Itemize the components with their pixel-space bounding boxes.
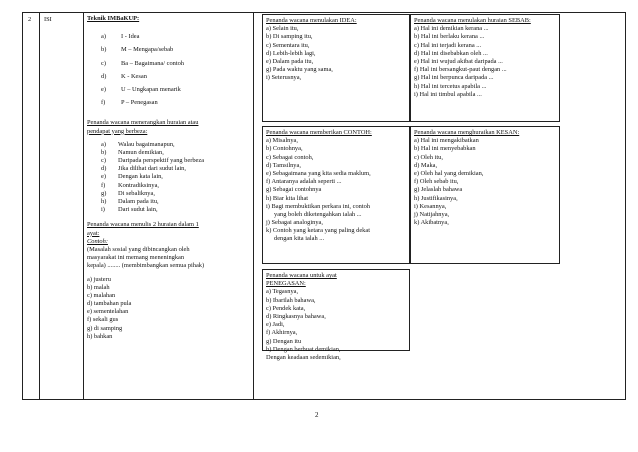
list-item: k) Akibatnya, (414, 219, 449, 227)
list-letter: d) (101, 165, 107, 173)
section-heading: ayat: (87, 229, 100, 237)
list-text: P – Penegasan (121, 99, 158, 107)
list-item: h) Hal ini tercetus apabila ... (414, 82, 487, 90)
contoh-line: (Masalah sosial yang dibincangkan oleh (87, 245, 190, 253)
penegasan-box (262, 269, 410, 361)
list-item (101, 206, 253, 214)
list-letter: e) (101, 173, 106, 181)
list-item: a) Tegasnya, (266, 288, 299, 296)
list-item (101, 33, 253, 46)
column-divider (83, 13, 84, 399)
list-item: d) Lebih-lebih lagi, (266, 49, 316, 57)
list-text: Dalam pada itu, (118, 198, 159, 205)
list-item: i) Kesannya, (414, 202, 447, 210)
list-item: g) di samping (87, 324, 123, 332)
menulis-section (87, 221, 253, 341)
idea-box (262, 14, 410, 122)
column-divider (253, 13, 254, 399)
list-item (101, 46, 253, 59)
list-item: b) Hal ini menyebabkan (414, 145, 476, 153)
list-letter: f) (101, 99, 106, 107)
list-letter: i) (101, 206, 105, 214)
list-text: Di sebaliknya, (118, 189, 155, 197)
list-item: a) Hal ini mengakibatkan (414, 137, 479, 145)
teknik-heading: Teknik IMBaKUP: (87, 15, 140, 22)
box-title: Penanda wacana menghuraikan KESAN: (414, 129, 520, 136)
list-item: j) Sebagai analoginya, (266, 219, 323, 227)
list-text: Dari sudut lain, (118, 206, 158, 214)
box-title: Penanda wacana memberikan CONTOH: (266, 129, 372, 136)
list-item: e) Hal ini wujud akibat daripada ... (414, 57, 503, 65)
list-item (101, 149, 253, 157)
list-item-continuation: yang boleh diketengahkan ialah ... (274, 210, 362, 218)
list-item: k) Contoh yang ketara yang paling dekat (266, 227, 370, 235)
list-item: d) tambahan pula (87, 300, 132, 308)
list-item: i) Hal ini timbul apabila ... (414, 90, 482, 98)
list-letter: f) (101, 181, 106, 189)
box-title: Penanda wacana menulakan IDEA: (266, 17, 357, 24)
list-item: f) Akhirnya, (266, 329, 298, 337)
list-item: g) Hal ini berpunca daripada ... (414, 74, 494, 82)
list-item: e) Jadi, (266, 321, 285, 329)
list-letter: a) (101, 33, 106, 41)
list-letter: a) (101, 140, 106, 148)
list-letter: c) (101, 59, 106, 67)
list-item (101, 173, 253, 181)
list-item: d) Tamsilnya, (266, 161, 301, 169)
page-number: 2 (315, 411, 319, 419)
contoh-label: Contoh: (87, 237, 108, 245)
berbeza-section (87, 119, 253, 214)
list-item: b) Ibarilah bahawa, (266, 296, 316, 304)
list-letter: g) (101, 189, 107, 197)
list-text: I - Idea (121, 33, 140, 41)
list-item (101, 157, 253, 165)
list-item: f) sekali gus (87, 316, 119, 324)
list-item: a) Misalnya, (266, 137, 298, 145)
list-item: g) Pada waktu yang sama, (266, 66, 333, 74)
list-item (101, 198, 253, 206)
list-item: c) Sementara itu, (266, 41, 310, 49)
list-text: K - Kesan (121, 72, 147, 80)
list-item: b) Hal ini berlaku kerana ... (414, 33, 485, 41)
list-text: Jika dilihat dari sudut lain, (118, 165, 186, 173)
list-item: e) Oleh hal yang demikian, (414, 169, 484, 177)
list-item: g) Jelaslah bahawa (414, 186, 463, 194)
list-item: j) Natijahnya, (414, 210, 450, 218)
list-text: Dengan kata lain, (118, 173, 163, 181)
contoh-line: masyarakat ini memang meneningkan (87, 254, 185, 262)
list-item: a) Hal ini demikian kerana ... (414, 25, 489, 33)
contoh-line: kepala) ........ (membimbangkan semua pihak) (87, 262, 205, 270)
list-item (101, 99, 253, 112)
list-item: a) Selain itu, (266, 25, 299, 33)
row-label: ISI (44, 16, 52, 23)
list-item (101, 141, 253, 149)
box-title: PENEGASAN: (266, 280, 306, 288)
list-item: f) Antaranya adalah seperti ... (266, 178, 342, 186)
list-letter: b) (101, 148, 107, 156)
list-letter: c) (101, 157, 106, 165)
list-item: a) justeru (87, 275, 111, 283)
list-text: Namun demikian, (118, 148, 164, 156)
box-title: Penanda wacana untuk ayat (266, 272, 337, 279)
list-item (101, 165, 253, 173)
list-item: i) Seterusnya, (266, 74, 302, 82)
list-item (101, 190, 253, 198)
list-item: d) Maka, (414, 161, 438, 169)
list-item: c) malahan (87, 291, 116, 299)
list-item: b) Contohnya, (266, 145, 303, 153)
list-item: h) Justifikasinya, (414, 194, 458, 202)
list-text: Walau bagaimanapun, (118, 140, 175, 148)
list-text: M – Mengapa/sebab (121, 46, 174, 54)
sebab-box (410, 14, 560, 122)
list-item: d) Hal ini disebabkan oleh ... (414, 49, 488, 57)
list-item: b) malah (87, 283, 110, 291)
list-item: e) Sebagaimana yang kita sedia maklum, (266, 169, 371, 177)
section-heading: Penanda wacana menulis 2 huraian dalam 1 (87, 221, 199, 229)
section-heading: pendapat yang berbeza: (87, 127, 148, 135)
list-letter: h) (101, 198, 107, 205)
berbeza-list (101, 141, 253, 215)
list-item: g) Dengan itu (266, 337, 302, 345)
list-text: Ba – Bagaimana/ contoh (121, 59, 185, 67)
list-item: Dengan keadaan sedemikian, (266, 353, 341, 361)
list-item: g) Sebagai contohnya (266, 186, 322, 194)
list-item-continuation: dengan kita ialah ... (274, 235, 325, 243)
teknik-list (101, 33, 253, 112)
list-item: b) Di samping itu, (266, 33, 313, 41)
list-text: Kontradiksinya, (118, 181, 159, 189)
list-item: f) Hal ini bersangkut-paut dengan ... (414, 66, 507, 74)
list-text: Daripada perspektif yang berbeza (118, 157, 205, 165)
list-item (101, 60, 253, 73)
list-item: c) Oleh itu, (414, 153, 443, 161)
teknik-column (87, 15, 253, 341)
list-item: f) Oleh sebab itu, (414, 178, 459, 186)
list-item: e) sementelahan (87, 308, 129, 316)
list-item: c) Hal ini terjadi kerana ... (414, 41, 482, 49)
contoh-box (262, 126, 410, 264)
list-item (101, 73, 253, 86)
section-heading: Penanda wacana menerangkan huraian atau (87, 119, 199, 127)
column-divider (39, 13, 40, 399)
list-item (101, 182, 253, 190)
list-item: h) Biar kita lihat (266, 194, 309, 202)
list-item: h) Dengan berbuat demikian, (266, 345, 341, 353)
kesan-box (410, 126, 560, 264)
row-number: 2 (28, 16, 32, 23)
list-text: U – Ungkapan menarik (121, 85, 181, 93)
box-title: Penanda wacana menulakan huraian SEBAB: (414, 17, 531, 24)
list-letter: e) (101, 85, 106, 93)
list-item: c) Sebagai contoh, (266, 153, 314, 161)
list-letter: d) (101, 72, 107, 80)
penghubung-list (87, 276, 253, 342)
list-item (101, 86, 253, 99)
list-item: h) bahkan (87, 332, 113, 340)
list-item: i) Bagi membuktikan perkara ini, contoh (266, 202, 370, 210)
list-letter: b) (101, 46, 107, 54)
list-item: e) Dalam pada itu, (266, 57, 314, 65)
list-item: c) Pendek kata, (266, 304, 306, 312)
list-item: d) Ringkasnya bahawa, (266, 312, 326, 320)
